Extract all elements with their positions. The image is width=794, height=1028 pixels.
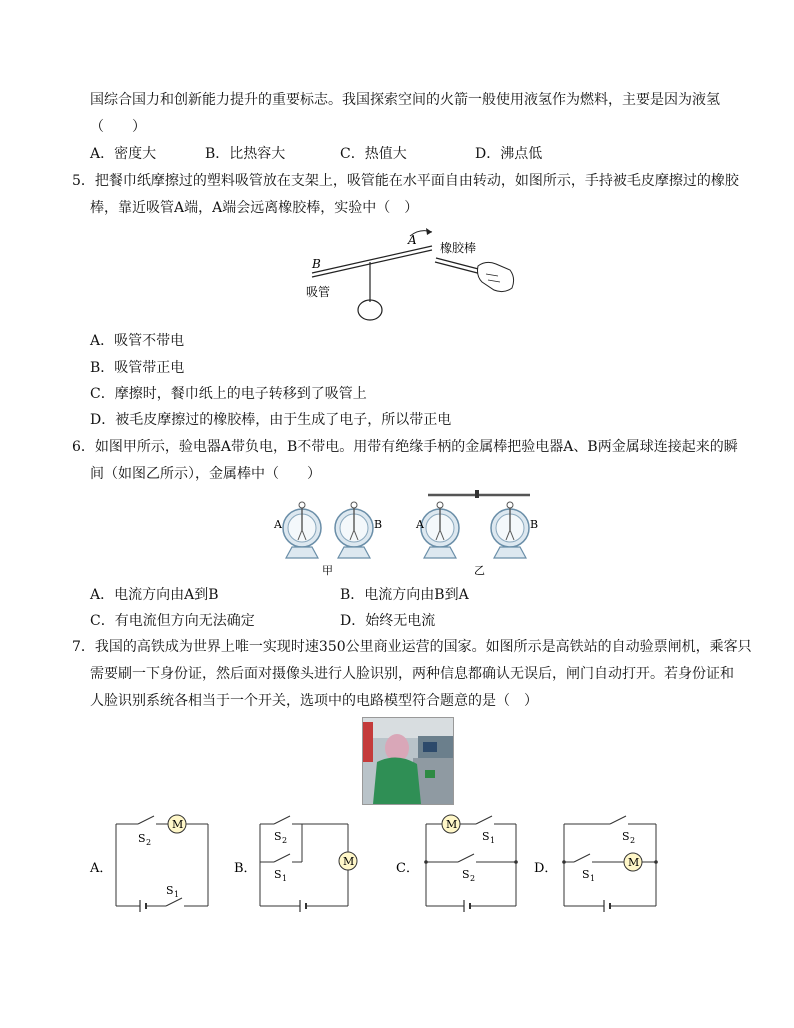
svg-text:S: S [582,868,590,881]
q4-option-a: A．密度大 [90,146,157,162]
ticket-gate-illustration [363,718,453,804]
electroscope-b-yi [491,502,529,558]
svg-text:1: 1 [282,874,288,883]
q6-option-d: D．始终无电流 [340,613,436,629]
q4-option-d: D．沸点低 [475,146,543,162]
svg-text:S: S [166,884,174,897]
circuit-a-label: A． [90,861,113,876]
q7-text-line1: 7．我国的高铁成为世界上唯一实现时速350公里商业运营的国家。如图所示是高铁站的自动验票闸机，乘客只 [72,639,752,655]
hand-icon [478,262,514,291]
svg-text:2: 2 [282,836,288,845]
q6-electroscope-figure [268,488,548,580]
q4-option-b: B．比热容大 [205,146,286,162]
label-yi: 乙 [474,564,485,577]
svg-text:M: M [628,856,640,869]
svg-text:S: S [462,868,470,881]
circuit-b-label: B． [234,861,257,876]
q6-text-line2: 间（如图乙所示），金属棒中（ ） [90,466,321,482]
straw-edge-bottom [312,250,432,277]
circuit-c [396,815,518,912]
svg-text:2: 2 [630,836,636,845]
electroscope-b-jia [335,502,373,558]
svg-text:S: S [274,830,282,843]
q6-text-line1: 6．如图甲所示，验电器A带负电，B不带电。用带有绝缘手柄的金属棒把验电器A、B两金属球连接起来的瞬 [72,439,738,455]
label-a: A [408,233,417,247]
label-straw: 吸管 [306,285,331,299]
label-b-jia: B [374,518,383,531]
label-a-jia: A [274,518,282,531]
circuit-b [234,816,357,912]
svg-text:1: 1 [490,836,496,845]
svg-text:M: M [343,855,355,868]
q7-circuit-options [86,810,586,914]
electroscope-a-jia [283,502,321,558]
q4-text-line2: （ ） [90,119,146,135]
q7-text-line2: 需要刷一下身份证，然后面对摄像头进行人脸识别，两种信息都确认无误后，闸门自动打开。若身份证和 [90,666,734,682]
circuit-d-label: D． [534,861,558,876]
q5-straw-figure [290,222,520,324]
straw-edge-top [312,246,432,273]
q4-text-line1: 国综合国力和创新能力提升的重要标志。我国探索空间的火箭一般使用液氢作为燃料，主要是因为液氢 [90,92,720,108]
label-rod: 橡胶棒 [440,241,477,255]
label-jia: 甲 [322,564,333,577]
q6-option-c: C．有电流但方向无法确定 [90,613,255,629]
svg-text:2: 2 [470,874,476,883]
label-a-yi: A [416,518,424,531]
svg-text:S: S [622,830,630,843]
svg-text:1: 1 [590,874,596,883]
q5-option-a: A．吸管不带电 [90,333,185,349]
q5-text-line2: 棒，靠近吸管A端，A端会远离橡胶棒，实验中（ ） [90,200,419,216]
svg-text:S: S [138,832,146,845]
q5-option-d: D．被毛皮摩擦过的橡胶棒，由于生成了电子，所以带正电 [90,412,452,428]
svg-text:1: 1 [174,890,180,899]
q6-option-b: B．电流方向由B到A [340,587,469,603]
ticket-gate-photo [362,717,454,805]
svg-text:S: S [274,868,282,881]
circuit-a [89,815,208,912]
svg-text:M: M [446,818,458,831]
q5-option-c: C．摩擦时，餐巾纸上的电子转移到了吸管上 [90,386,367,402]
label-b-yi: B [530,518,539,531]
q5-text-line1: 5．把餐巾纸摩擦过的塑料吸管放在支架上，吸管能在水平面自由转动，如图所示，手持被毛皮摩擦过的橡胶 [72,173,739,189]
circuit-c-label: C． [396,861,419,876]
electroscope-a-yi [421,502,459,558]
q5-option-b: B．吸管带正电 [90,360,185,376]
q4-option-c: C．热值大 [340,146,407,162]
q6-option-a: A．电流方向由A到B [90,587,219,603]
insulating-handle [475,490,479,498]
label-b: B [312,257,321,271]
stand-base [358,300,382,320]
svg-text:M: M [172,818,184,831]
circuit-d [530,810,700,914]
q7-text-line3: 人脸识别系统各相当于一个开关，选项中的电路模型符合题意的是（ ） [90,693,538,709]
svg-text:2: 2 [146,838,152,847]
svg-text:S: S [482,830,490,843]
arrow-head [426,228,432,235]
